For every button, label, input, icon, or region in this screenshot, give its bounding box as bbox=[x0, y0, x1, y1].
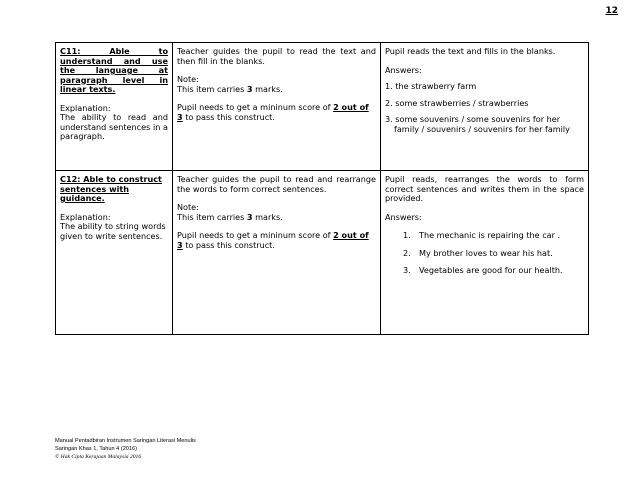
footer-manual-title: Manual Pentadbiran Instrumen Saringan Literasi Menulis bbox=[55, 438, 196, 444]
answer-item: 3. some souvenirs / some souvenirs for her family / souvenirs / souvenirs for her family bbox=[385, 114, 570, 134]
task-cell bbox=[381, 43, 589, 171]
footer-copyright: © Hak Cipta Kerajaan Malaysia 2016 bbox=[55, 454, 142, 460]
guidance-text: Teacher guides the pupil to read and rearrange the words to form correct sentences. bbox=[177, 174, 376, 194]
page-number: 12 bbox=[605, 6, 618, 16]
construct-cell bbox=[56, 43, 173, 171]
construct-table bbox=[55, 42, 589, 335]
construct-title: C11: Able to understand and use the language at paragraph level in linear texts. bbox=[60, 46, 168, 94]
answers-label: Answers: bbox=[385, 211, 422, 222]
marks-value: 3 bbox=[246, 211, 253, 222]
marks-note: This item carries 3 marks. bbox=[177, 211, 283, 222]
answer-item: 3. Vegetables are good for our health. bbox=[403, 265, 563, 275]
construct-cell bbox=[56, 171, 173, 335]
task-cell bbox=[381, 171, 589, 335]
page-footer bbox=[55, 437, 355, 461]
construct-title: C12: Able to construct sentences with guidance. bbox=[60, 174, 162, 203]
note-label: Note: bbox=[177, 74, 199, 84]
explanation-label: Explanation: bbox=[60, 211, 111, 222]
guidance-cell bbox=[173, 43, 381, 171]
task-text: Pupil reads, rearranges the words to form correct sentences and writes them in the space provided. bbox=[385, 174, 584, 203]
marks-value: 3 bbox=[246, 83, 253, 94]
answer-item: 2. some strawberries / strawberries bbox=[385, 97, 529, 108]
explanation-text: The ability to string words given to write sentences. bbox=[60, 221, 166, 241]
marks-note: This item carries 3 marks. bbox=[177, 83, 283, 94]
answer-list bbox=[385, 231, 584, 276]
table-row bbox=[56, 171, 589, 335]
answer-item: 1. the strawberry farm bbox=[385, 81, 477, 91]
explanation-text: The ability to read and understand sentences in a paragraph. bbox=[60, 112, 168, 141]
answer-item: 2. My brother loves to wear his hat. bbox=[403, 247, 553, 258]
answer-item: 1. The mechanic is repairing the car . bbox=[403, 230, 561, 240]
pass-score: 2 out of 3 bbox=[177, 102, 369, 122]
answers-label: Answers: bbox=[385, 64, 422, 75]
table-row bbox=[56, 43, 589, 171]
note-label: Note: bbox=[177, 202, 199, 212]
footer-edition: Saringan Khas 1, Tahun 4 (2016) bbox=[55, 446, 137, 452]
guidance-cell bbox=[173, 171, 381, 335]
pass-note: Pupil needs to get a mininum score of 2 out of 3 to pass this construct. bbox=[177, 230, 369, 250]
explanation-label: Explanation: bbox=[60, 102, 111, 113]
pass-score: 2 out of 3 bbox=[177, 230, 369, 250]
guidance-text: Teacher guides the pupil to read the text and then fill in the blanks. bbox=[177, 46, 376, 66]
pass-note: Pupil needs to get a mininum score of 2 out of 3 to pass this construct. bbox=[177, 102, 369, 122]
task-text: Pupil reads the text and fills in the blanks. bbox=[385, 46, 556, 56]
